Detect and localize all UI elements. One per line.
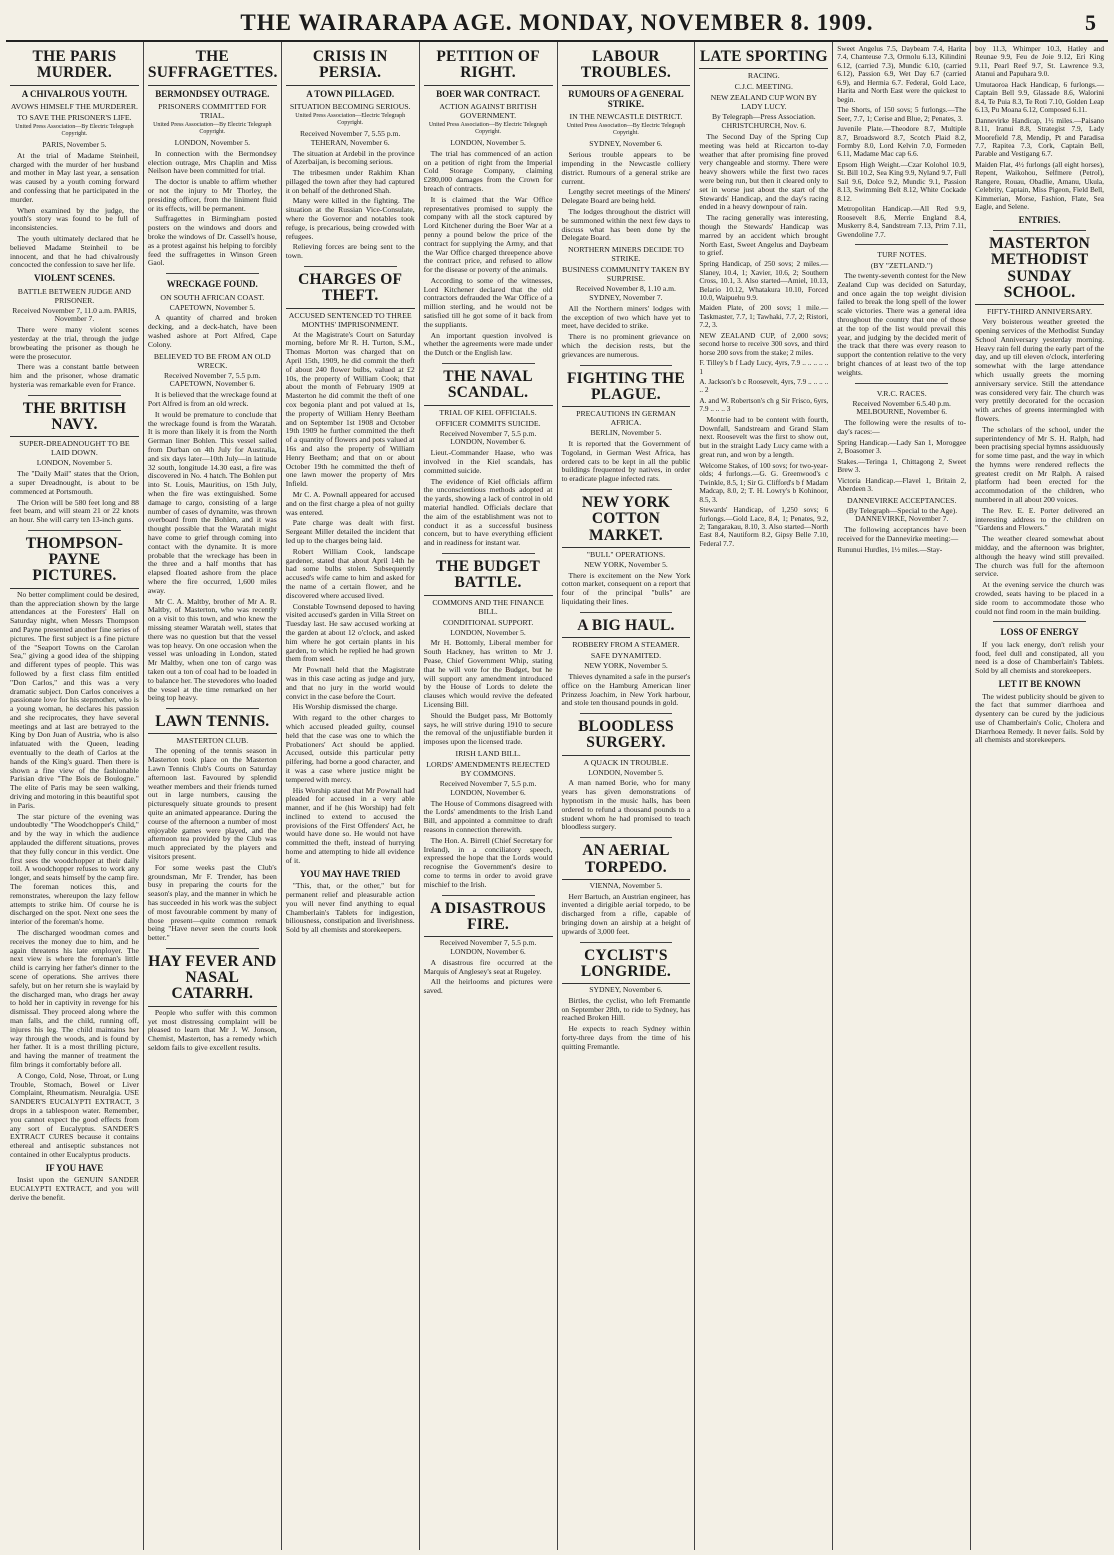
dateline: CAPETOWN, November 5. <box>169 302 256 312</box>
article-subheading: A CHIVALROUS YOUTH. <box>21 88 128 99</box>
article-paragraph: "This, that, or the other," but for permanent relief and pleasurable action you will never find anything to equal Chamberlain's Tablets for indigestion, biliousness, constipation and liverishness. Sold by all chemists and storekeepers. <box>285 881 415 935</box>
section-divider <box>580 612 673 613</box>
section-divider <box>166 273 259 274</box>
article-paragraph: Insist upon the GENUIN SANDER EUCALYPTI EXTRACT, and you will derive the benefit. <box>10 1175 139 1202</box>
article-deck: DANNEVIRKE ACCEPTANCES. <box>846 495 957 505</box>
race-result: The Shorts, of 150 sovs; 5 furlongs.—The Seer, 7.7, 1; Cerise and Blue, 2; Penates, 3. <box>837 105 967 123</box>
section-divider <box>580 713 673 714</box>
dateline: Received November 8, 1.10 a.m. SYDNEY, November 7. <box>575 284 676 303</box>
article-headline: FIGHTING THE PLAGUE. <box>562 371 691 408</box>
article-paragraph: Suffragettes in Birmingham posted posters on the windows and doors and broke the windows of Dr. Cassell's house, as a protest against his helping to forcibly feed the suffragettes in Winson Green Gaol. <box>147 214 277 268</box>
article-paragraph: It is claimed that the War Office representatives promised to supply the company with all the stock captured by Lord Kitchener during the Boer War at a penny a pound below the price of the contract for supplying the Army, and that the War Office charged threepence above the contract price, and refused to allow for the disease or poverty of the animals. <box>423 194 553 275</box>
article-headline: A BIG HAUL. <box>562 618 691 638</box>
article-headline: LATE SPORTING <box>699 49 828 69</box>
article-paragraph: All the heirlooms and pictures were saved. <box>423 977 553 996</box>
dateline: PARIS, November 5. <box>42 139 107 149</box>
article-deck: C.J.C. MEETING. <box>734 82 793 92</box>
article-paragraph: No better compliment could be desired, than the appreciation shown by the large attendances at the Foresters' Hall on Saturday night, when Messrs Thompson and Payne presented another fine series of pictures. The first subject is a fine picture of the "Seaport Towns on the Carolan Sea," giving a good idea of the shipping and different types of people. This was followed by a first class film entitled "Don Carlos," and this was a very dramatic subject. Don Carlos conceives a passionate love for his stepmother, who is a young woman, he declares his passion and she reciprocates, they have several meetings and at last are betrayed to the King by Don Juan of Austria, who is also infatuated with the Queen, leading eventually to the death of Carlos at the hands of the King's guard. Then there is shown a fine view of the fashionable Parisian drive "The Bois de Boulogne." The elite of Paris may be seen walking, driving and motoring in this beautiful spot in Paris. <box>10 589 139 810</box>
wire-credit: United Press Association—By Electric Telegraph Copyright. <box>153 122 272 135</box>
article-headline: NEW YORK COTTON MARKET. <box>562 495 691 548</box>
section-divider <box>993 230 1086 231</box>
race-result: Epsom High Weight.—Czar Kolohol 10.9, St. Bill 10.2, Sea King 9.9, Nyland 9.7, Full Sail 9.6, Dolce 9.2, Mundic 9.1, Passion 8.13, Swimming Belt 8.12, White Cockade 8.12. <box>837 159 967 203</box>
wire-credit: United Press Association—Electric Telegraph Copyright. <box>295 113 406 126</box>
article-paragraph: Mr H. Bottomly, Liberal member for South Hackney, has written to Mr J. Pease, Chief Government Whip, stating that he will vote for the Budget, but he will support any amendment introduced by the House of Lords to delete the clauses which would revive the defeated Licensing Bill. <box>423 638 553 710</box>
article-paragraph: If you lack energy, don't relish your food, feel dull and constipated, all you need is a dose of Chamberlain's Tablets. Sold by all chemists and storekeepers. <box>975 639 1104 676</box>
article-paragraph: Montrie had to be content with fourth, Downfall, Sandstream and Grand Slam next. Roosevelt was the first to show out, but in the straight Lady Lucy came with a great run, and won by a length. <box>699 414 829 460</box>
article-headline: THE BUDGET BATTLE. <box>424 559 553 596</box>
article-paragraph: His Worship dismissed the charge. <box>292 702 398 712</box>
article-deck: (BY "ZETLAND.") <box>870 261 933 270</box>
dateline: LONDON, November 5. <box>36 458 113 468</box>
article-subheading: A TOWN PILLAGED. <box>306 88 395 99</box>
article-deck: FIFTY-THIRD ANNIVERSARY. <box>986 307 1093 317</box>
section-divider <box>442 553 535 554</box>
article-headline: CYCLIST'S LONGRIDE. <box>562 948 691 985</box>
article-paragraph: A quantity of charred and broken decking, and a deck-hatch, have been washed ashore at Port Alfred, Cape Colony. <box>147 313 277 349</box>
article-deck: BUSINESS COMMUNITY TAKEN BY SURPRISE. <box>562 265 690 284</box>
section-divider <box>166 948 259 949</box>
column-5 <box>558 42 696 1550</box>
article-paragraph: The following acceptances have been received for the Dannevirke meeting:— <box>837 525 967 543</box>
article-paragraph: The evidence of Kiel officials affirm the unconscientious methods adopted at the yards, showing a lack of control in old material handled. Officials declare that the aim of the establishment was not to conduct it as a successful business concern, but to have everything efficient and in readiness for instant war. <box>423 476 553 548</box>
article-deck: SUPER-DREADNOUGHT TO BE LAID DOWN. <box>19 439 130 458</box>
article-headline: THE NAVAL SCANDAL. <box>424 369 553 406</box>
wire-credit: United Press Association—By Electric Telegraph Copyright. <box>428 122 548 135</box>
dateline: By Telegraph—Press Association. CHRISTCHURCH, Nov. 6. <box>711 112 816 131</box>
article-paragraph: Constable Townsend deposed to having visited accused's garden in Villa Street on Tuesday last. He saw accused working at the garden at about 12 o'clock, and asked him where he got certain plants in his garden, to which he replied he had grown them from seed. <box>285 601 415 664</box>
article-deck: IRISH LAND BILL. <box>455 749 521 758</box>
article-headline: THOMPSON-PAYNE PICTURES. <box>10 536 139 589</box>
article-subheading: ENTRIES. <box>1018 214 1061 225</box>
race-result: Sweet Angelus 7.5, Daybeam 7.4, Harita 7.4, Chanteuse 7.3, Ormolu 6.13, Kilindini 6.12, (carried 7.3), Mundic 6.10, (carried 6.12), Passion 6.9, Wet Day 6.7 (carried 6.9), and Hermia 6.7. Federal, Gold Lace, Harita and North East were the quickest to begin. <box>837 44 967 104</box>
article-subheading: VIOLENT SCENES. <box>34 273 115 284</box>
article-paragraph: Pate charge was dealt with first. Sergeant Miller detailed the incident that led up to the charges being laid. <box>285 518 415 545</box>
article-paragraph: Mr C. A. Pownall appeared for accused and on the first charge a plea of not guilty was entered. <box>285 490 415 517</box>
section-divider <box>28 395 121 396</box>
section-divider <box>442 895 535 896</box>
article-deck: COMMONS AND THE FINANCE BILL. <box>432 597 544 616</box>
dateline: Received November 7, 5.55 p.m. TEHERAN, November 6. <box>299 128 401 147</box>
article-paragraph: He expects to reach Sydney within forty-three days from the time of his quitting Fremantle. <box>561 1024 691 1051</box>
article-headline: THE SUFFRAGETTES. <box>148 49 277 86</box>
article-paragraph: There was a constant battle between him and the prisoner, whose dramatic hysteria was remarkable even for France. <box>10 362 139 389</box>
race-result: Juvenile Plate.—Theodore 8.7, Multiple 8.7, Broadsword 8.7, Scotch Plaid 8.2, Formby 8.0, Lord Kelvin 7.0, Formeden 6.11, Madame Mac cap 6.6. <box>837 124 967 159</box>
article-paragraph: The widest publicity should be given to the fact that summer diarrhoea and dysentery can be cured by the judicious use of Chamberlain's Colic, Cholera and Diarrhoea Remedy. It never fails. Sold by all chemists and storekeepers. <box>975 691 1104 745</box>
article-paragraph: The Second Day of the Spring Cup meeting was held at Riccarton to-day weather that after promising fine proved very changeable and stormy. There were heavy showers while the first two races were being run, but then it cleared only to set in worse just about the start of the Stewards' Handicap, and the day's racing ended in a heavy downpour of rain. <box>699 131 829 212</box>
race-result: Stewards' Handicap, of 1,250 sovs; 6 furlongs.—Gold Lace, 8.4, 1; Penates, 9.2, 2; Tangarakau, 8.10, 3. Also started—North East 8.4, Nautiform 8.2, Gipsy Belle 7.10, Federal 7.7. <box>699 505 829 548</box>
race-result: Welcome Stakes, of 100 sovs; for two-year-olds; 4 furlongs.—G. G. Greenwood's c Twinkle, 8.5, 1; Sir G. Clifford's b f Madam Madcap, 8.0, 2; T. H. Lowry's b Kohinoor, 8.5, 3. <box>699 460 829 504</box>
article-subheading: WRECKAGE FOUND. <box>166 279 258 290</box>
article-deck: RACING. <box>747 71 780 81</box>
article-headline: BLOODLESS SURGERY. <box>562 719 691 756</box>
article-paragraph: The scholars of the school, under the superintendency of Mr S. H. Ralph, had been practising special hymns assiduously for some time past, and the way in which the hymns were rendered reflects the greatest credit on Mr Ralph. A raised platform had been erected for the accommodation of the children, who numbered in all about 200 voices. <box>975 424 1104 505</box>
masthead <box>6 6 1108 42</box>
article-paragraph: A Congo, Cold, Nose, Throat, or Lung Trouble, Stomach, Bowel or Liver Complaint, Rheumatism. Neuralgia. USE SANDER'S EUCALYPTI EXTRACT, 3 drops in a tablespoon water. Remember, you cannot expect the good effects from any sort of Eucalyptus. SANDER'S EXTRACT CURES because it contains ethereal and antiseptic substances not contained in other Eucalyptus products. <box>10 1070 139 1159</box>
race-result: Maiden Flat, 4½ furlongs (all eight horses), Repent, Waikohou, Selfmere (Petrol), Rangere, Rouau, Obadlie, Amanu, Ukula, Celebrity, Captain, Miss Pigeon, Field Bell, Kimmerian, Morse, Fashion, Flate, Sea Eagle, and Selene. <box>975 159 1104 212</box>
race-result: Umutaoroa Hack Handicap, 6 furlongs.—Captain Bell 9.9, Glassade 8.6, Walorini 8.4, Te Puia 8.3, Te Roti 7.10, Golden Leap 6.13, Pu Moana 6.12, Composed 6.11. <box>975 79 1104 115</box>
article-paragraph: Herr Bartuch, an Austrian engineer, has invented a dirigible aerial torpedo, to be discharged from a rifle, capable of bringing down an airship at a height of upwards of 3,000 feet. <box>561 891 691 936</box>
article-headline: LAWN TENNIS. <box>148 714 277 734</box>
article-paragraph: The "Daily Mail" states that the Orion, a super Dreadnought, is about to be commenced at Portsmouth. <box>10 469 139 496</box>
race-result: Spring Handicap, of 250 sovs; 2 miles.—Slaney, 10.4, 1; Xavier, 10.6, 2; Southern Cross, 10.1, 3. Also started—Amiel, 10.13, Belario 10.12, Whatakura 10.10, Forced 10.0, Waipuehu 9.9. <box>699 259 829 302</box>
race-result: Dannevirke Handicap, 1½ miles.—Paisano 8.11, Iranui 8.8, Strategist 7.9, Lady Moorefield 7.8, Mendip, Pt and Paradisa 7.7, Rapitea 7.3, Cork, Captain Bell, Parable and Vestigang 6.7. <box>975 115 1104 159</box>
article-headline: LABOUR TROUBLES. <box>562 49 691 86</box>
dateline: LONDON, November 5. <box>174 137 251 147</box>
dateline: (By Telegraph—Special to the Age). DANNEVIRKE, November 7. <box>846 505 958 524</box>
column-6 <box>695 42 833 1550</box>
article-paragraph: Mr Pownall held that the Magistrate was in this case acting as judge and jury, and that no jury in the world would convict in the case before the Court. <box>285 665 415 701</box>
article-paragraph: Lieut.-Commander Haase, who was involved in the Kiel scandals, has committed suicide. <box>423 448 553 475</box>
article-paragraph: It is believed that the wreckage found at Port Alfred is from an old wreck. <box>147 390 277 408</box>
dateline: Received November 7, 11.0 a.m. PARIS, November 7. <box>12 305 137 324</box>
article-paragraph: All the Northern miners' lodges with the exception of two which have yet to meet, have decided to strike. <box>561 303 691 331</box>
article-paragraph: The situation at Ardebil in the province of Azerbaijan, is becoming serious. <box>285 148 415 167</box>
section-divider <box>855 383 948 384</box>
section-divider <box>442 363 535 364</box>
dateline: Received November 7, 5.5 p.m. LONDON, November 6. <box>439 938 537 956</box>
column-1 <box>6 42 144 1550</box>
race-result: F. Tilley's b f Lady Lucy, 4yrs, 7.9 .. .. .. .. .. 1 <box>699 358 829 376</box>
section-divider <box>166 708 259 709</box>
article-paragraph: A man named Borie, who for many years has given demonstrations of hypnotism in the music halls, has been ordered to refund a thousand pounds to a student whom he had promised to teach bloodless surgery. <box>561 778 691 832</box>
advert-heading: LET IT BE KNOWN <box>998 679 1081 690</box>
article-paragraph: Should the Budget pass, Mr Bottomly says, he will strive during 1910 to secure the removal of the unjustifiable burden it imposes upon the licensed trade. <box>423 710 553 747</box>
dateline: SYDNEY, November 6. <box>589 985 663 995</box>
dateline: LONDON, November 5. <box>588 767 664 777</box>
section-divider <box>993 621 1086 622</box>
section-divider <box>580 365 673 366</box>
article-paragraph: The tribesmen under Rakhim Khan pillaged the town after they had captured it on behalf of the dethroned Shah. <box>285 168 415 195</box>
article-paragraph: At the evening service the church was crowded, seats having to be placed in a side room to accommodate those who could not find room in the main building. <box>975 580 1104 616</box>
article-deck: V.R.C. RACES. <box>876 388 927 398</box>
dateline: LONDON, November 5. <box>450 137 526 147</box>
article-headline: THE BRITISH NAVY. <box>10 401 139 438</box>
article-deck: A QUACK IN TROUBLE. <box>583 757 669 767</box>
dateline: Received November 6.5.40 p.m. MELBOURNE, November 6. <box>852 398 951 417</box>
article-paragraph: The House of Commons disagreed with the Lords' amendments to the Irish Land Bill, and appointed a committee to draft reasons in connection therewith. <box>423 798 553 835</box>
article-deck: IN THE NEWCASTLE DISTRICT. <box>569 112 683 122</box>
article-deck: PRECAUTIONS IN GERMAN AFRICA. <box>576 409 676 428</box>
dateline: BERLIN, November 5. <box>590 428 662 438</box>
article-paragraph: There were many violent scenes yesterday at the trial, through the judge browbeating the prisoner as though he were the prosecutor. <box>10 325 139 361</box>
race-result: Spring Handicap.—Lady San 1, Moroggee 2, Boasomer 3. <box>837 437 967 456</box>
dateline: SYDNEY, November 6. <box>589 139 663 149</box>
race-result: NEW ZEALAND CUP, of 2,000 sovs; second horse to receive 300 sovs, and third horse 200 sovs from the stake; 2 miles. <box>699 330 829 357</box>
wire-credit: United Press Association—By Electric Telegraph Copyright. <box>566 123 686 137</box>
page-number: 5 <box>1085 10 1096 35</box>
wire-credit: United Press Association—By Electric Telegraph Copyright. <box>15 124 134 137</box>
article-paragraph: It would be premature to conclude that the wreckage found is from the Waratah. It is more than likely it is from the North German liner Bohlen. This vessel sailed from Durban on 4th July for Australia, and six days later—10th July—in latitude 32 south, longitude 14.30 east, a fire was discovered in No. 4 hatch. The Bohlen put into St. Louis, Mauritius, on 15th July, when the fire was extinguished. Some damage to cargo, consisting of a large number of cases of dynamite, was thrown overboard from the Bohlen, and it was thought possible that the Waratah might have come to grief through coming into contact with the dynamite. It is more probable that the wreckage has been in the three and a half months that has elapsed floated ashore from the place where the fire occurred, 1,600 miles away. <box>147 409 277 595</box>
article-deck: TRIAL OF KIEL OFFICIALS. <box>439 407 537 417</box>
article-deck: PRISONERS COMMITTED FOR TRIAL. <box>158 101 267 120</box>
article-paragraph: The Rev. E. E. Porter delivered an interesting address to the children on "Gardens and Flowers." <box>975 505 1104 533</box>
article-deck: SITUATION BECOMING SERIOUS. <box>289 101 411 111</box>
article-paragraph: The opening of the tennis season in Masterton took place on the Masterton Lawn Tennis Club's Courts on Saturday afternoon last. Favoured by splendid weather members and their friends turned out in large numbers, causing the picturesquely situate grounds to present quite an animated appearance. During the course of the afternoon a number of most enjoyable games were played, and the afternoon tea provided by the Club was much appreciated by the players and visitors present. <box>147 746 277 861</box>
dateline: VIENNA, November 5. <box>589 880 663 890</box>
column-2 <box>144 42 282 1550</box>
section-divider <box>580 942 673 943</box>
article-headline: AN AERIAL TORPEDO. <box>562 843 691 880</box>
section-divider <box>304 266 397 267</box>
article-paragraph: His Worship stated that Mr Pownall had pleaded for accused in a very able manner, and if he (his Worship) had felt inclined to extend to accused the provisions of the First Offenders' Act, he would have done so. He would not have committed the theft, instead of hurrying home and attempting to hide all evidence of it. <box>285 785 415 865</box>
article-headline: PETITION OF RIGHT. <box>424 49 553 86</box>
article-deck: TURF NOTES. <box>877 249 927 259</box>
article-subheading: RUMOURS OF A GENERAL STRIKE. <box>568 88 684 109</box>
article-paragraph: The trial has commenced of an action on a petition of right from the Imperial Cold Storage Company, claiming £280,000 damages from the Crown for breach of contracts. <box>423 148 553 193</box>
article-deck: ACTION AGAINST BRITISH GOVERNMENT. <box>439 101 537 120</box>
masthead-title: THE WAIRARAPA AGE. MONDAY, NOVEMBER 8. 1909. <box>240 10 874 35</box>
article-paragraph: The racing generally was interesting, though the Stewards' Handicap was marred by an accident which brought North East, Sweet Angelus and Daybeam to grief. <box>699 213 829 258</box>
article-paragraph: There is no prominent grievance on which the decision rests, but the grievances are numerous. <box>561 332 691 359</box>
dateline: Received November 7, 5.5 p.m. LONDON, November 6. <box>439 779 537 797</box>
article-deck: MASTERTON CLUB. <box>176 736 249 746</box>
article-paragraph: The doctor is unable to affirm whether or not the injury to Mr Thorley, the presiding officer, from the liniment fluid or its effects, will be permanent. <box>147 177 277 213</box>
article-paragraph: Lengthy secret meetings of the Miners' Delegate Board are being held. <box>561 187 691 206</box>
column-4 <box>420 42 558 1550</box>
article-paragraph: The twenty-seventh contest for the New Zealand Cup was decided on Saturday, and once again the top weight division failed to break the long spell of the lower scale victories. There was a general idea throughout the country that one of those at the top of the list would prevail this year, and judging by the decided merit of the track that there was every reason to support the contention relative to the very bright chances of at least two of the top weights. <box>837 271 967 377</box>
article-paragraph: The star picture of the evening was undoubtedly "The Woodchopper's Child," and by the way in which the audience applauded the different situations, proves that they fully concur in this verdict. One first sees the woodchopper at their daily toil. A woodchopper refuses to work any longer, and seats himself by the camp fire. The foreman notices this, and remonstrates, whereupon the lazy fellow attempts to strike him. Of course he is discharged on the spot. Next one sees the interior of the foreman's home. <box>10 811 139 927</box>
article-paragraph: A disastrous fire occurred at the Marquis of Anglesey's seat at Rugeley. <box>423 957 553 976</box>
article-headline: A DISASTROUS FIRE. <box>424 901 553 938</box>
article-deck: CONDITIONAL SUPPORT. <box>442 617 534 627</box>
race-result: Maiden Plate, of 200 sovs; 1 mile.—Taskmaster, 7.7, 1; Tawhaki, 7.7, 2; Ristori, 7.2, 3. <box>699 303 829 330</box>
advert-heading: IF YOU HAVE <box>45 1162 104 1173</box>
article-headline: THE PARIS MURDER. <box>10 49 139 86</box>
race-result: boy 11.3, Whimper 10.3, Hatley and Reunae 9.9, Feu de Joie 9.12, Eri King 9.11, Pearl Reef 9.7, St. Lawrence 9.3, Atanui and Papuhara 9.0. <box>975 44 1104 79</box>
dateline: Received November 7, 5.5 p.m. CAPETOWN, November 6. <box>164 370 261 389</box>
article-paragraph: The Orion will be 580 feet long and 88 feet beam, and will steam 21 or 22 knots an hour. She will carry ten 13-inch guns. <box>10 497 139 525</box>
article-deck: ROBBERY FROM A STEAMER. <box>572 640 680 650</box>
dateline: LONDON, November 5. <box>450 627 526 637</box>
article-deck: OFFICER COMMITS SUICIDE. <box>435 418 541 428</box>
article-paragraph: Thieves dynamited a safe in the purser's office on the Hamburg American liner Prinzess Joachim, in New York harbour, and stole ten thousand pounds in gold. <box>561 671 691 708</box>
section-divider <box>855 244 948 245</box>
article-paragraph: The Hon. A. Birrell (Chief Secretary for Ireland), in a conciliatory speech, expressed the hope that the Lords would recognise the Government's desire to come to terms in order to avoid grave mischief to the Irish. <box>423 835 553 889</box>
race-result: Metropolitan Handicap.—All Red 9.9, Roosevelt 8.6, Merrie England 8.4, Muskerry 8.4, Sandstream 7.13, Prim 7.11, Gwendoline 7.7. <box>837 204 967 239</box>
section-divider <box>580 489 673 490</box>
article-subheading: BOER WAR CONTRACT. <box>436 88 541 99</box>
article-paragraph: Robert William Cook, landscape gardener, stated that about April 14th he had some bulbs stolen. Subsequently accused's wife came to him and asked for the name of a certain flower, and he discovered where accused lived. <box>285 546 415 600</box>
article-deck: AVOWS HIMSELF THE MURDERER. <box>10 101 138 111</box>
race-result: A. Jackson's b c Roosevelt, 4yrs, 7.9 .. .. .. .. .. 2 <box>699 377 829 395</box>
article-paragraph: The discharged woodman comes and receives the money due to him, and he again threatens his late employer. The next view is where the foreman's little child is carrying her father's dinner to the scene of operations. She arrives there safely, but on her return she is waylaid by the discharged man, who drags her away to hold her in captivity in revenge for his dismissal. They proceed along where the man falls, and the child, running off, injures his leg. The child maintains her way through the woods, and is found by her father. It is a most thrilling picture, and having the manner of treatment the film brings it comfortably before all. <box>10 928 139 1069</box>
article-subheading: BERMONDSEY OUTRAGE. <box>155 88 270 99</box>
column-7 <box>833 42 971 1550</box>
race-result: Rununui Hurdles, 1½ miles.—Stay- <box>837 544 943 554</box>
article-paragraph: The following were the results of to-day's races:— <box>837 418 967 437</box>
article-paragraph: At the Magistrate's Court on Saturday morning, before Mr R. H. Turton, S.M., Thomas Morton was charged that on April 15th, 1909, he did commit the theft of about 240 flower bulbs, valued at £2 10s, the property of William Cook; that about the month of February 1909 at Masterton he did commit the theft of one cox begonia plant and pot valued at 1s, the property of William Henry Beetham and on September 1st 1908 and October 19th 1909 he further committed the theft of a quantity of flowers and pots valued at 16s and also the property of William Henry Beetham; and that on or about October 19th he committed the theft of one lawn mower the property of Mrs Infield. <box>285 329 415 489</box>
article-paragraph: An important question involved is whether the agreements were made under the Dutch or the English law. <box>423 330 553 358</box>
article-paragraph: At the trial of Madame Steinheil, charged with the murder of her husband and mother in May last year, a sensation was caused by a youth coming forward and confessing that he participated in the murder. <box>10 150 139 204</box>
article-deck: ON SOUTH AFRICAN COAST. <box>160 292 265 302</box>
article-paragraph: People who suffer with this common yet most distressing complaint will be pleased to learn that Mr J. W. Jonson, Chemist, Masterton, has a remedy which seldom fails to give excellent results. <box>147 1007 277 1052</box>
article-deck: TO SAVE THE PRISONER'S LIFE. <box>17 113 132 122</box>
article-paragraph: Relieving forces are being sent to the town. <box>285 242 415 261</box>
article-paragraph: The lodges throughout the district will be summoned within the next few days to discuss what has been done by the Delegate Board. <box>561 206 691 243</box>
article-paragraph: It is reported that the Government of Togoland, in German West Africa, has ordered cats to be kept in all the public buildings frequented by natives, in order to eradicate plague infected rats. <box>561 439 691 484</box>
article-deck: BELIEVED TO BE FROM AN OLD WRECK. <box>153 351 271 370</box>
article-headline: CRISIS IN PERSIA. <box>286 49 415 86</box>
article-paragraph: The weather cleared somewhat about midday, and the afternoon was brighter, although the heavy wind still prevailed. The church was full for the afternoon service. <box>975 534 1104 579</box>
advert-heading: LOSS OF ENERGY <box>1000 627 1079 638</box>
article-paragraph: In connection with the Bermondsey election outrage, Mrs Chaplin and Miss Neilson have been committed for trial. <box>147 148 277 176</box>
dateline: NEW YORK, November 5. <box>584 661 668 671</box>
article-paragraph: Mr C. A. Maltby, brother of Mr A. R. Maltby, of Masterton, who was recently on a visit to this town, and who knew the missing steamer Waratah well, states that there was no question but that the vessel was top heavy. On one occasion when the vessel was unloading in London, stated Mr Maltby, when one ton of cargo was taken out a ton of coal had to be loaded in to balance her. The stevedores who loaded the vessel at the time remarked on her being top heavy. <box>147 596 277 703</box>
race-result: A. and W. Robertson's ch g Sir Frisco, 6yrs, 7.9 .. .. .. 3 <box>699 395 829 414</box>
article-paragraph: The youth ultimately declared that he believed Madame Steinheil to be innocent, and that he had chivalrously concocted the confession to save her life. <box>10 233 139 270</box>
article-paragraph: With regard to the other charges to which accused pleaded guilty, counsel held that the case was one to which the Probationers' Act should be applied. Accused, outside this particular petty pilfering, had borne a good character, and it was a case where justice might be tempered with mercy. <box>285 713 415 784</box>
section-divider <box>580 837 673 838</box>
article-deck: BATTLE BETWEEN JUDGE AND PRISONER. <box>17 286 132 305</box>
article-headline: CHARGES OF THEFT. <box>286 272 415 309</box>
article-deck: ACCUSED SENTENCED TO THREE MONTHS' IMPRISONMENT. <box>288 310 412 329</box>
article-deck: NORTHERN MINERS DECIDE TO STRIKE. <box>567 245 684 264</box>
article-paragraph: There is excitement on the New York cotton market, consequent on a report that four of the principal "bulls" are liquidating their lines. <box>561 570 691 606</box>
article-deck: "BULL" OPERATIONS. <box>586 549 666 559</box>
article-paragraph: Serious trouble appears to be impending in the Newcastle colliery district. Rumours of a general strike are current. <box>561 150 691 186</box>
article-paragraph: Very boisterous weather greeted the opening services of the Methodist Sunday School Anniversary yesterday morning. Heavy rain fell during the early part of the day, and up till eleven o'clock, interfering somewhat with the large attendance which usually greets the morning anniversary service. Still the attendance was considered very fair. The church was very prettily decorated for the occasion with arches of greens intermingled with flowers. <box>975 317 1104 423</box>
article-paragraph: Birtles, the cyclist, who left Fremantle on September 28th, to ride to Sydney, has reached Broken Hill. <box>561 995 691 1023</box>
article-paragraph: According to some of the witnesses, Lord Kitchener declared that the old contractors defrauded the War Office of a million sterling, and he would not be satisfied till he got some of it back from the suppliants. <box>423 275 553 329</box>
dateline: Received November 7, 5.5 p.m. LONDON, November 6. <box>439 428 537 447</box>
columns-container <box>6 42 1108 1550</box>
dateline: NEW YORK, November 5. <box>584 559 668 569</box>
article-paragraph: When examined by the judge, the youth's story was found to be full of inconsistencies. <box>10 205 139 233</box>
column-8 <box>971 42 1108 1550</box>
article-paragraph: Many were killed in the fighting. The situation at the Russian Vice-Consulate, where the Governor and notables took refuge, is precarious, being crowded with refugees. <box>285 196 415 241</box>
article-deck: SAFE DYNAMITED. <box>590 651 662 661</box>
article-headline: MASTERTON METHODIST SUNDAY SCHOOL. <box>975 236 1104 305</box>
article-paragraph: For some weeks past the Club's groundsman, Mr F. Trender, has been busy in preparing the courts for the season's play, and the manner in which he has succeeded in his work was the subject of most favourable comment by many of those present—quite common remark being "Have never seen the courts look better." <box>147 862 277 943</box>
section-divider <box>28 530 121 531</box>
article-headline: HAY FEVER AND NASAL CATARRH. <box>148 954 277 1007</box>
race-result: Victoria Handicap.—Flavel 1, Britain 2, Aberdeen 3. <box>837 475 967 494</box>
race-result: Stakes.—Teringa 1, Chittagong 2, Sweet Brew 3. <box>837 456 967 475</box>
advert-heading: YOU MAY HAVE TRIED <box>300 868 401 879</box>
article-deck: LORDS' AMENDMENTS REJECTED BY COMMONS. <box>426 760 550 779</box>
article-deck: NEW ZEALAND CUP WON BY LADY LUCY. <box>710 93 818 112</box>
column-3 <box>282 42 420 1550</box>
